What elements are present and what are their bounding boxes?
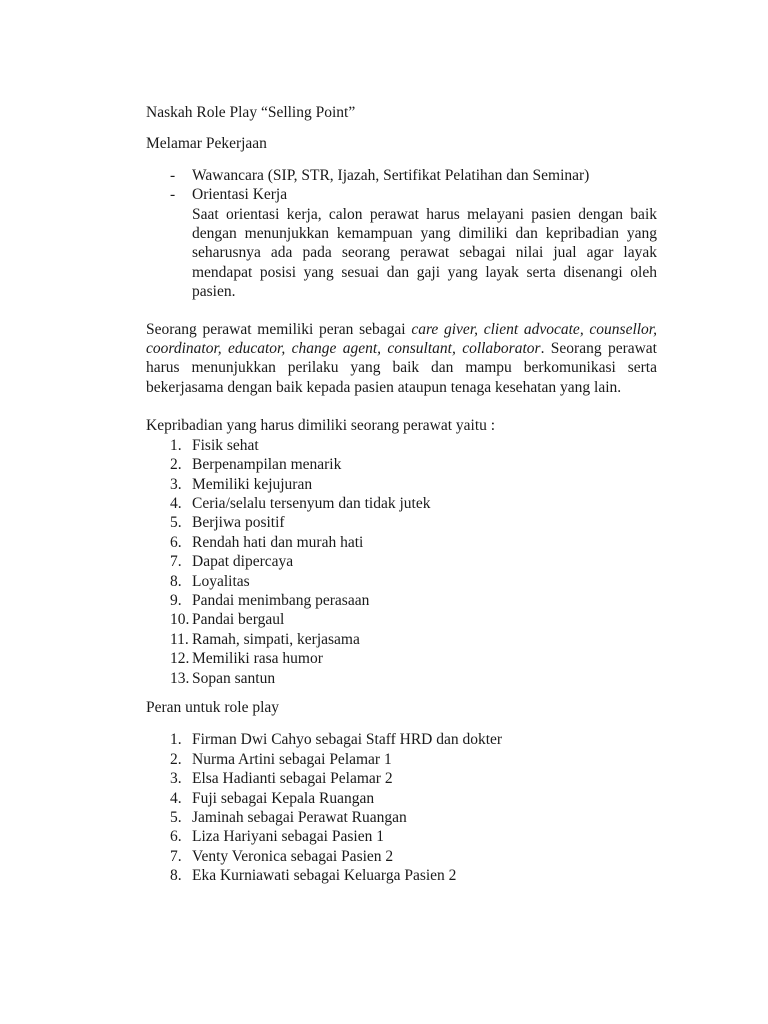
list-item-text: Fuji sebagai Kepala Ruangan bbox=[192, 789, 375, 807]
list-item-text: Dapat dipercaya bbox=[192, 553, 294, 571]
peran-perawat-paragraph bbox=[146, 320, 657, 398]
item-number: 3. bbox=[170, 770, 182, 788]
dash-bullet: - bbox=[170, 186, 176, 204]
list-item-text: Pandai menimbang perasaan bbox=[192, 591, 370, 609]
list-item-text: Nurma Artini sebagai Pelamar 1 bbox=[192, 750, 392, 768]
list-item-text: Eka Kurniawati sebagai Keluarga Pasien 2 bbox=[192, 867, 457, 885]
list-item-text: Memiliki rasa humor bbox=[192, 650, 323, 668]
list-item bbox=[170, 808, 657, 827]
document-title: Naskah Role Play “Selling Point” bbox=[146, 104, 356, 121]
item-number: 6. bbox=[170, 828, 182, 846]
item-number: 1. bbox=[170, 731, 182, 749]
section-heading-peran-role-play: Peran untuk role play bbox=[146, 698, 280, 716]
item-number: 2. bbox=[170, 750, 182, 768]
list-item bbox=[170, 669, 657, 688]
list-item-text: Ramah, simpati, kerjasama bbox=[192, 630, 360, 648]
item-number: 8. bbox=[170, 867, 182, 885]
item-number: 6. bbox=[170, 533, 182, 551]
list-item bbox=[170, 552, 657, 571]
item-number: 10. bbox=[170, 611, 190, 629]
list-item bbox=[170, 513, 657, 532]
peran-roleplay-numbered-list bbox=[146, 730, 657, 885]
list-item-text: Berpenampilan menarik bbox=[192, 456, 342, 474]
document-content bbox=[146, 103, 657, 886]
list-item bbox=[170, 610, 657, 629]
list-item-text: Wawancara (SIP, STR, Ijazah, Sertifikat Pelatihan dan Seminar) bbox=[192, 166, 590, 184]
list-item bbox=[170, 730, 657, 749]
orientasi-kerja-paragraph: Saat orientasi kerja, calon perawat harus melayani pasien dengan baik dengan menunjukkan kemampuan yang dimiliki dan kepribadian yang seharusnya ada pada seorang perawat sebagai nilai jual agar layak mendapat posisi yang sesuai dan gaji yang layak serta disenangi oleh pasien. bbox=[192, 205, 657, 301]
list-item-text: Pandai bergaul bbox=[192, 611, 285, 629]
item-number: 11. bbox=[170, 630, 189, 648]
list-item-text: Berjiwa positif bbox=[192, 514, 285, 532]
list-item bbox=[170, 789, 657, 808]
list-item bbox=[170, 436, 657, 455]
paragraph-lead: Seorang perawat memiliki peran sebagai bbox=[146, 320, 412, 338]
item-number: 1. bbox=[170, 436, 182, 454]
section-heading-kepribadian: Kepribadian yang harus dimiliki seorang perawat yaitu : bbox=[146, 417, 496, 435]
roles-italic-run: care giver, client advocate, counsellor, coordinator, educator, change agent, consultant, collaborator bbox=[146, 320, 657, 358]
list-item bbox=[170, 591, 657, 610]
list-item-text: Liza Hariyani sebagai Pasien 1 bbox=[192, 828, 384, 846]
list-item-text: Firman Dwi Cahyo sebagai Staff HRD dan dokter bbox=[192, 731, 503, 749]
item-number: 8. bbox=[170, 572, 182, 590]
item-number: 7. bbox=[170, 553, 182, 571]
dash-bullet: - bbox=[170, 166, 176, 184]
list-item-text: Ceria/selalu tersenyum dan tidak jutek bbox=[192, 494, 431, 512]
list-item-text: Orientasi Kerja bbox=[192, 186, 288, 204]
list-item-text: Elsa Hadianti sebagai Pelamar 2 bbox=[192, 770, 393, 788]
item-number: 2. bbox=[170, 456, 182, 474]
list-item bbox=[170, 185, 657, 204]
paragraph-tail: . Seorang perawat harus menunjukkan perilaku yang baik dan mampu berkomunikasi serta bekerjasama dengan baik kepada pasien ataupun tenaga kesehatan yang lain. bbox=[146, 340, 657, 396]
list-item-text: Loyalitas bbox=[192, 572, 250, 590]
list-item bbox=[170, 649, 657, 668]
list-item-text: Rendah hati dan murah hati bbox=[192, 533, 364, 551]
item-number: 5. bbox=[170, 809, 182, 826]
item-number: 9. bbox=[170, 591, 182, 609]
list-item bbox=[170, 769, 657, 788]
list-item-text: Sopan santun bbox=[192, 669, 276, 687]
list-item-text: Jaminah sebagai Perawat Ruangan bbox=[192, 809, 407, 826]
list-item bbox=[170, 494, 657, 513]
list-item bbox=[170, 475, 657, 494]
item-number: 3. bbox=[170, 475, 182, 493]
list-item bbox=[170, 455, 657, 474]
list-item bbox=[170, 750, 657, 769]
item-number: 13. bbox=[170, 669, 190, 687]
list-item bbox=[170, 533, 657, 552]
kepribadian-numbered-list bbox=[146, 436, 657, 688]
item-number: 12. bbox=[170, 650, 190, 668]
list-item bbox=[170, 630, 657, 649]
list-item-text: Venty Veronica sebagai Pasien 2 bbox=[192, 847, 394, 865]
item-number: 5. bbox=[170, 514, 182, 532]
melamar-dash-list bbox=[146, 166, 657, 205]
list-item bbox=[170, 572, 657, 591]
item-number: 7. bbox=[170, 847, 182, 865]
list-item-text: Memiliki kejujuran bbox=[192, 475, 313, 493]
section-heading-melamar-pekerjaan: Melamar Pekerjaan bbox=[146, 135, 267, 153]
item-number: 4. bbox=[170, 494, 182, 512]
item-number: 4. bbox=[170, 789, 182, 807]
list-item bbox=[170, 166, 657, 185]
list-item bbox=[170, 866, 657, 885]
list-item-text: Fisik sehat bbox=[192, 436, 259, 454]
list-item bbox=[170, 847, 657, 866]
list-item bbox=[170, 827, 657, 846]
